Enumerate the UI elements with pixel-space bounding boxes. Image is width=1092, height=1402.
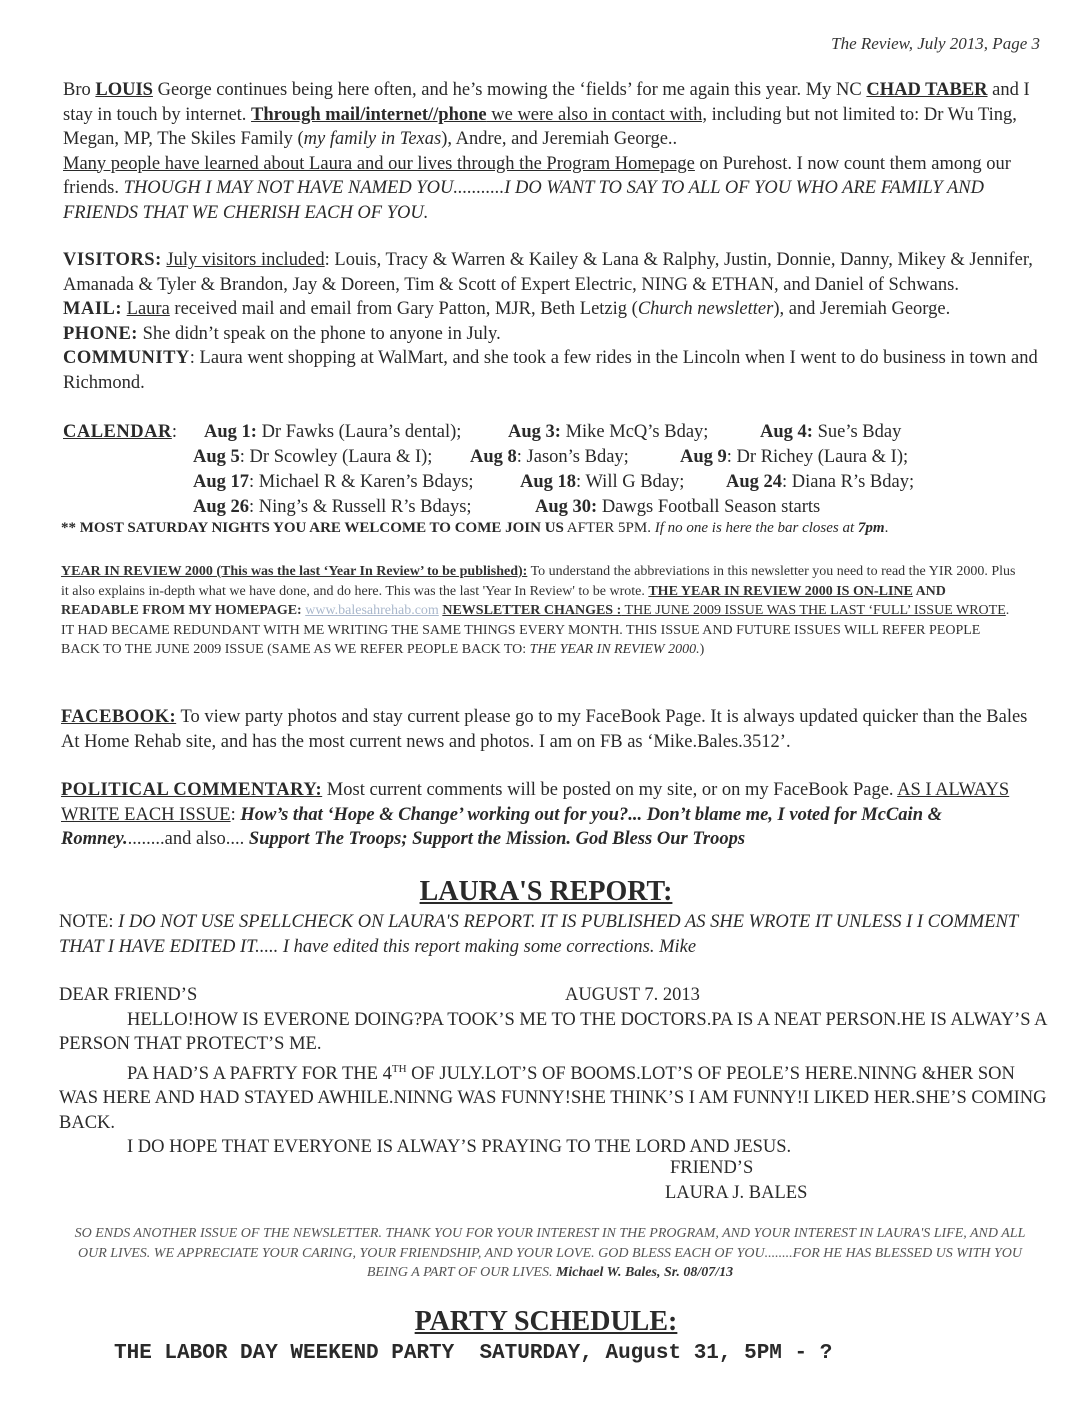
community-paragraph: COMMUNITY: Laura went shopping at WalMart, and she took a few rides in the Lincoln when I went to do business in town and Richmond. [63,348,1038,393]
party-schedule-line: THE LABOR DAY WEEKEND PARTY SATURDAY, August 31, 5PM - ? [114,1342,833,1365]
facebook-section: FACEBOOK: To view party photos and stay current please go to my FaceBook Page. It is always updated quicker than the Bales At Home Rehab site, and has the most current news and photos. I am on FB as ‘Mike.Bales.3512’. [61,707,1028,752]
closing-signature: Michael W. Bales, Sr. 08/07/13 [555,1265,734,1280]
letter-signoff: FRIEND’S LAURA J. BALES [665,1158,808,1203]
year-in-review-section: YEAR IN REVIEW 2000 (This was the last ‘Year In Review’ to be published): To understand the abbreviations in this newsletter you need to read the YIR 2000. Plus it also explains in-depth what we have done, and do here. This was the last 'Year In Review' to be wrote. THE YEAR IN REVIEW 2000 IS ON-LINE AND READABLE FROM MY HOMEPAGE: www.balesahrehab.com NEWSLETTER CHANGES : THE JUNE 2009 ISSUE WAS THE LAST ‘FULL’ ISSUE WROTE. IT HAD BECAME REDUNDANT WITH ME WRITING THE SAME THINGS EVERY MONTH. THIS ISSUE AND FUTURE ISSUES WILL REFER PEOPLE BACK TO THE JUNE 2009 ISSUE (SAME AS WE REFER PEOPLE BACK TO: THE YEAR IN REVIEW 2000.) [61,564,1016,658]
letter-date: AUGUST 7. 2013 [565,985,700,1005]
calendar-row: Aug 17: Michael R & Karen’s Bdays; [193,472,474,492]
through-contact-label: Through mail/internet//phone [251,104,487,125]
activity-section [63,248,1053,395]
yir-title: YEAR IN REVIEW 2000 (This was the last ‘Year In Review’ to be published): [61,564,528,579]
calendar-label-row: CALENDAR: [63,422,187,442]
mail-paragraph: MAIL: Laura received mail and email from Gary Patton, MJR, Beth Letzig (Church newsletter), and Jeremiah George. [63,299,951,319]
political-label: POLITICAL COMMENTARY: [61,780,323,800]
page-header: The Review, July 2013, Page 3 [831,34,1040,53]
calendar-entry: Aug 30: Dawgs Football Season starts [535,497,821,517]
letter-paragraph: HELLO!HOW IS EVERONE DOING?PA TOOK’S ME TO THE DOCTORS.PA IS A NEAT PERSON.HE IS ALWAY’S A PERSON THAT PROTECT’S ME. [59,1009,1047,1054]
closing-message: SO ENDS ANOTHER ISSUE OF THE NEWSLETTER. THANK YOU FOR YOUR INTEREST IN THE PROGRAM, AND YOUR INTEREST IN LAURA'S LIFE, AND ALL OUR LIVES. WE APPRECIATE YOUR CARING, YOUR FRIENDSHIP, AND YOUR LOVE. GOD BLESS EACH OF YOU........FOR HE HAS BLESSED US WITH YOU BEING A PART OF OUR LIVES. Michael W. Bales, Sr. 08/07/13 [74,1226,1026,1280]
calendar-entry: Aug 3: Mike McQ’s Bday; [508,422,709,442]
calendar-row: Aug 26: Ning’s & Russell R’s Bdays; [193,497,472,517]
name-chad-taber: CHAD TABER [866,80,988,100]
laura-report-title: LAURA'S REPORT: [419,876,673,907]
laura-letter [59,983,1049,1160]
program-homepage-note: Many people have learned about Laura and our lives through the Program Homepage [63,153,695,174]
edit-note: NOTE: I DO NOT USE SPELLCHECK ON LAURA'S REPORT. IT IS PUBLISHED AS SHE WROTE IT UNLESS I I COMMENT THAT I HAVE EDITED IT..... I have edited this report making some corrections. Mike [59,912,1018,957]
saturday-note: ** MOST SATURDAY NIGHTS YOU ARE WELCOME TO COME JOIN US AFTER 5PM. If no one is here the bar closes at 7pm. [61,520,889,536]
party-schedule-title: PARTY SCHEDULE: [414,1306,678,1337]
calendar-label: CALENDAR [63,422,172,442]
intro-paragraph: Bro LOUIS George continues being here often, and he’s mowing the ‘fields’ for me again this year. My NC CHAD TABER and I stay in touch by internet. Through mail/internet//phone we were also in contact with, including but not limited to: Dr Wu Ting, Megan, MP, The Skiles Family (my family in Texas), Andre, and Jeremiah George.. Many people have learned about Laura and our lives through the Program Homepage on Purehost. I now count them among our friends. THOUGH I MAY NOT HAVE NAMED YOU...........I DO WANT TO SAY TO ALL OF YOU WHO ARE FAMILY AND FRIENDS THAT WE CHERISH EACH OF YOU. [63,80,1030,223]
calendar-entry: Aug 18: Will G Bday; [520,472,685,492]
calendar-entry: Aug 9: Dr Richey (Laura & I); [680,447,909,467]
calendar-row: Aug 5: Dr Scowley (Laura & I); [193,447,433,467]
name-louis: LOUIS [95,80,153,100]
letter-paragraph: I DO HOPE THAT EVERYONE IS ALWAY’S PRAYING TO THE LORD AND JESUS. [127,1137,792,1158]
calendar-entry: Aug 4: Sue’s Bday [760,422,902,442]
cherish-message: THOUGH I MAY NOT HAVE NAMED YOU...........I DO WANT TO SAY TO ALL OF YOU WHO ARE FAMILY AND FRIENDS THAT WE CHERISH EACH OF YOU. [63,178,984,223]
visitors-paragraph: VISITORS: July visitors included: Louis, Tracy & Warren & Kailey & Lana & Ralphy, Justin, Donnie, Danny, Mikey & Jennifer, Amanada & Tyler & Brandon, Jay & Doreen, Tim & Scott of Expert Electric, NING & ETHAN, and Daniel of Schwans. [63,250,1033,295]
phone-paragraph: PHONE: She didn’t speak on the phone to anyone in July. [63,323,501,344]
calendar-row: Aug 1: Dr Fawks (Laura’s dental); [204,422,462,442]
facebook-label: FACEBOOK: [61,707,177,727]
political-commentary-section: POLITICAL COMMENTARY: Most current comments will be posted on my site, or on my FaceBook Page. AS I ALWAYS WRITE EACH ISSUE: How’s that ‘Hope & Change’ working out for you?... Don’t blame me, I voted for McCain & Romney.........and also.... Support The Troops; Support the Mission. God Bless Our Troops [61,780,1010,849]
calendar-entry: Aug 8: Jason’s Bday; [470,447,629,467]
homepage-link[interactable]: www.balesahrehab.com [305,603,439,619]
letter-header-line [59,983,1049,1008]
newsletter-changes-label: NEWSLETTER CHANGES : [442,603,622,619]
letter-paragraph: PA HAD’S A PAFRTY FOR THE 4TH OF JULY.LOT’S OF BOOMS.LOT’S OF PEOLE’S HERE.NINNG &HER SON WAS HERE AND HAD STAYED AWHILE.NINNG WAS FUNNY!SHE THINK’S I AM FUNNY!I LIKED HER.SHE’S COMING BACK. [59,1062,1047,1133]
calendar-entry: Aug 24: Diana R’s Bday; [726,472,915,492]
letter-greeting: DEAR FRIEND’S [59,985,198,1005]
